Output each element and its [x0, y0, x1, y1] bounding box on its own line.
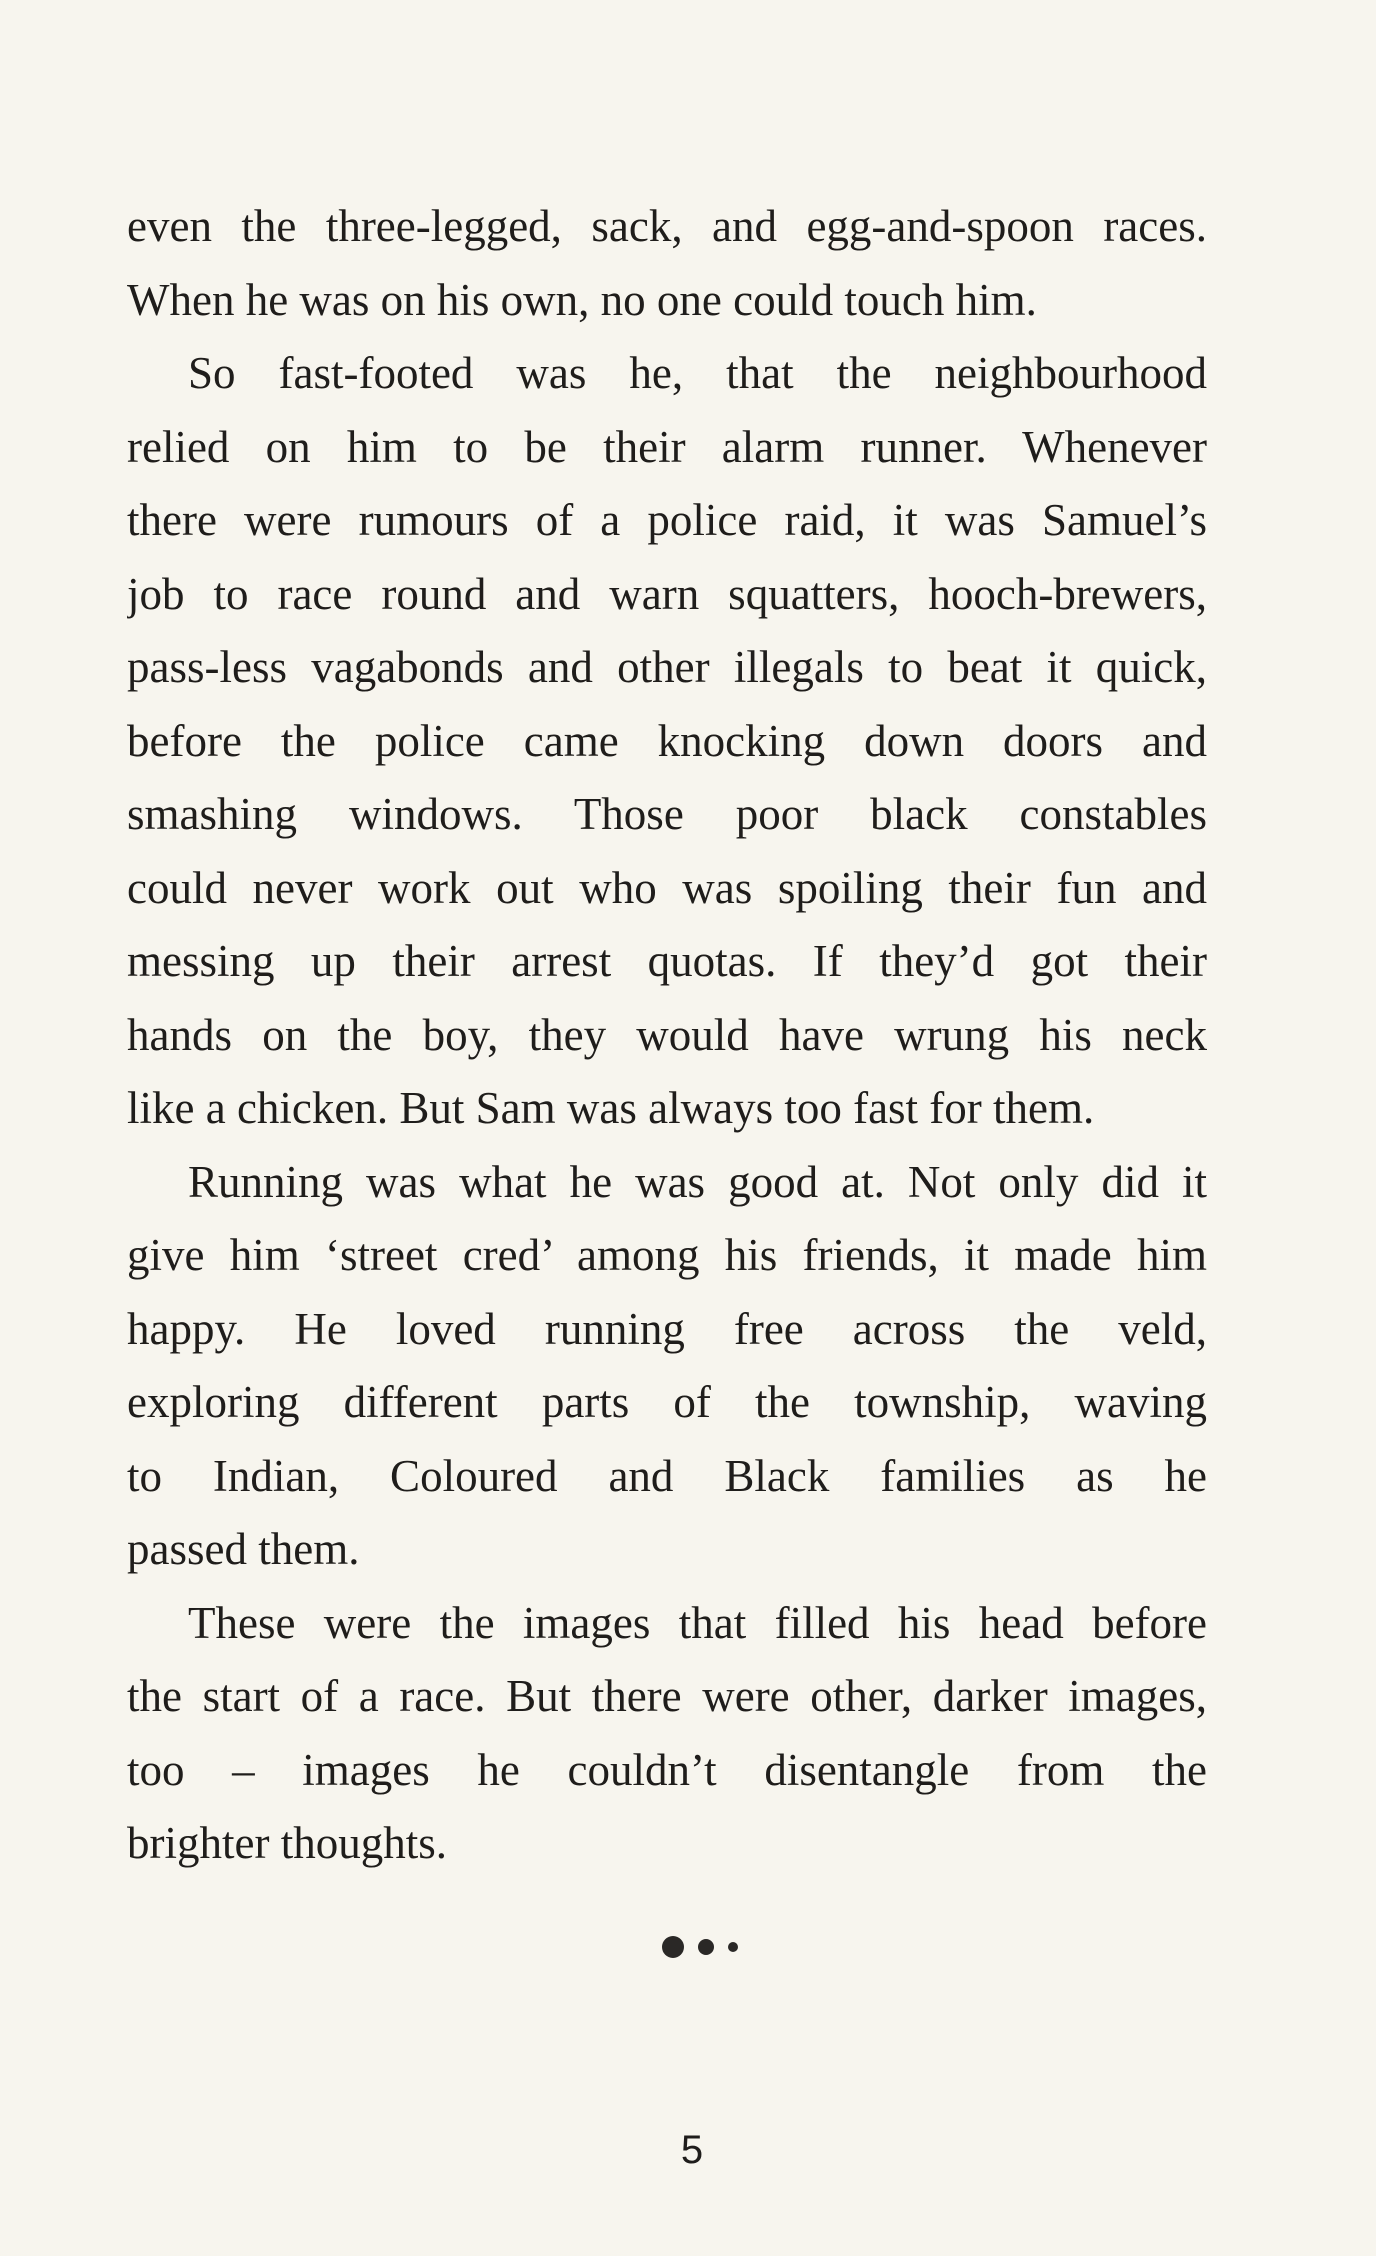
dot-icon	[662, 1936, 684, 1958]
text-line: relied on him to be their alarm runner. Whenever	[127, 421, 1207, 472]
text-line: the start of a race. But there were other, darker images,	[127, 1671, 1207, 1721]
text-line: These were the images that filled his head before	[188, 1597, 1207, 1648]
text-line: there were rumours of a police raid, it was Samuel’s	[127, 495, 1207, 545]
text-line: When he was on his own, no one could touch him.	[127, 274, 1037, 325]
text-line: too – images he couldn’t disentangle from the	[127, 1744, 1207, 1795]
text-line: So fast-footed was he, that the neighbourhood	[188, 348, 1207, 398]
text-line: smashing windows. Those poor black constables	[127, 789, 1207, 839]
text-line: like a chicken. But Sam was always too fast for them.	[127, 1083, 1095, 1133]
text-line: exploring different parts of the township, waving	[127, 1377, 1207, 1427]
text-line: even the three-legged, sack, and egg-and-spoon races.	[127, 201, 1207, 251]
page-number: 5	[680, 2128, 704, 2172]
text-line: brighter thoughts.	[127, 1818, 447, 1868]
text-line: to Indian, Coloured and Black families as he	[127, 1450, 1207, 1501]
dot-icon	[728, 1942, 738, 1952]
body-text	[127, 190, 1207, 1881]
text-line: happy. He loved running free across the veld,	[127, 1303, 1207, 1354]
text-line: hands on the boy, they would have wrung his neck	[127, 1009, 1207, 1060]
text-line: give him ‘street cred’ among his friends, it made him	[127, 1230, 1207, 1280]
section-break-ornament	[0, 1932, 1376, 1962]
text-line: pass-less vagabonds and other illegals to beat it quick,	[127, 642, 1207, 692]
text-line: messing up their arrest quotas. If they’d got their	[127, 936, 1207, 986]
text-line: job to race round and warn squatters, hooch-brewers,	[127, 568, 1207, 619]
text-line: Running was what he was good at. Not only did it	[188, 1156, 1207, 1207]
text-line: before the police came knocking down doors and	[127, 715, 1207, 766]
dot-icon	[698, 1939, 714, 1955]
text-line: could never work out who was spoiling their fun and	[127, 862, 1207, 913]
text-line: passed them.	[127, 1524, 360, 1574]
